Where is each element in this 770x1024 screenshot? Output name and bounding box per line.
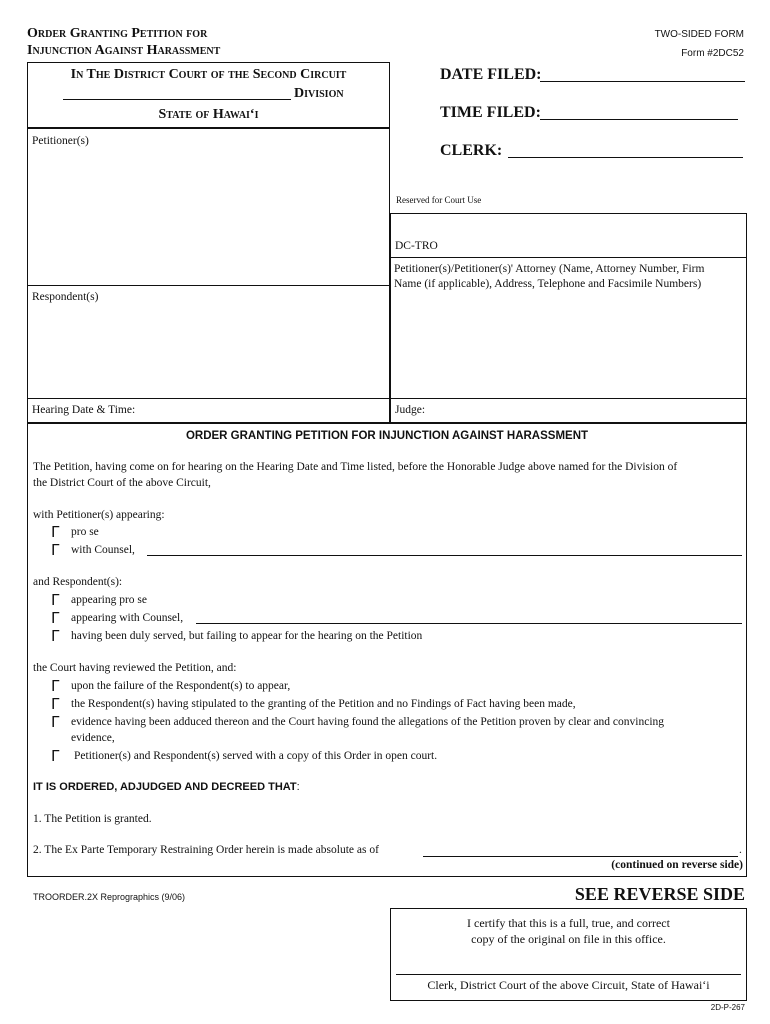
division-line[interactable] (63, 99, 291, 100)
court-opt-1: upon the failure of the Respondent(s) to appear, (71, 680, 291, 692)
certify-line2: copy of the original on file in this office. (471, 932, 666, 946)
court-opt-3-line1: evidence having been adduced thereon and the Court having found the allegations of the Petition proven by clear and convincing (71, 716, 665, 728)
respondents-heading: and Respondent(s): (33, 576, 123, 588)
date-filed-label: DATE FILED: (440, 66, 542, 83)
order-item-1: 1. The Petition is granted. (33, 813, 152, 825)
form-number: Form #2DC52 (681, 48, 744, 59)
pet-counsel-field[interactable] (147, 555, 742, 556)
absolute-date-field[interactable] (423, 856, 738, 857)
parties-divider (27, 285, 390, 286)
resp-opt-failed: having been duly served, but failing to appear for the hearing on the Petition (71, 630, 423, 642)
certify-line1: I certify that this is a full, true, and correct (467, 916, 670, 930)
checkbox-court-3[interactable]: Γ (51, 713, 60, 731)
resp-opt-counsel: appearing with Counsel, (71, 612, 184, 624)
clerk-signature-label: Clerk, District Court of the above Circuit, State of Hawai‘i (427, 978, 710, 992)
ordered-heading (33, 781, 300, 793)
order-title: ORDER GRANTING PETITION FOR INJUNCTION AGAINST HARASSMENT (185, 430, 589, 442)
clerk-field[interactable] (508, 157, 743, 158)
order-item-2: 2. The Ex Parte Temporary Restraining Order herein is made absolute as of (33, 844, 379, 856)
form-title-line1: Order Granting Petition for (27, 26, 208, 41)
hearing-divider (390, 398, 391, 423)
order-item-2-end: . (739, 844, 742, 856)
checkbox-resp-counsel[interactable]: Γ (51, 609, 60, 627)
court-heading: the Court having reviewed the Petition, and: (33, 662, 237, 674)
court-opt-4: Petitioner(s) and Respondent(s) served with a copy of this Order in open court. (74, 750, 438, 762)
division-label: Division (294, 86, 344, 101)
time-filed-label: TIME FILED: (440, 104, 541, 121)
intro-line1: The Petition, having come on for hearing on the Hearing Date and Time listed, before the Honorable Judge above named for the Division of (33, 461, 678, 473)
checkbox-pro-se[interactable]: Γ (51, 523, 60, 541)
checkbox-court-1[interactable]: Γ (51, 677, 60, 695)
clerk-label: CLERK: (440, 142, 503, 159)
ordered-text: IT IS ORDERED, ADJUDGED AND DECREED THAT (33, 781, 297, 793)
dctro-divider (390, 257, 747, 258)
reserved-label: Reserved for Court Use (396, 195, 482, 205)
ordered-colon: : (296, 781, 300, 793)
clerk-signature-line[interactable] (396, 974, 741, 975)
attorney-label-line2: Name (if applicable), Address, Telephone and Facsimile Numbers) (394, 278, 702, 290)
petitioners-label: Petitioner(s) (32, 135, 89, 147)
attorney-label-line1: Petitioner(s)/Petitioner(s)' Attorney (Name, Attorney Number, Firm (394, 263, 705, 275)
resp-opt-pro-se: appearing pro se (71, 594, 147, 606)
checkbox-resp-failed[interactable]: Γ (51, 627, 60, 645)
form-title-line2: Injunction Against Harassment (27, 43, 221, 58)
checkbox-pet-counsel[interactable]: Γ (51, 541, 60, 559)
continued-note: (continued on reverse side) (611, 859, 743, 871)
parties-box (27, 128, 390, 423)
order-box (27, 423, 747, 877)
court-opt-3-line2: evidence, (71, 732, 115, 744)
date-filed-field[interactable] (540, 81, 745, 82)
repro-code: TROORDER.2X Reprographics (9/06) (33, 892, 186, 902)
hearing-date-label: Hearing Date & Time: (32, 404, 136, 416)
see-reverse-side: SEE REVERSE SIDE (574, 884, 745, 904)
two-sided-label: TWO-SIDED FORM (654, 29, 744, 40)
checkbox-court-2[interactable]: Γ (51, 695, 60, 713)
checkbox-court-4[interactable]: Γ (51, 747, 60, 765)
page-code: 2D-P-267 (710, 1003, 745, 1012)
pet-opt-pro-se: pro se (71, 526, 99, 538)
attorney-box (390, 213, 747, 423)
judge-label: Judge: (395, 404, 426, 416)
intro-line2: the District Court of the above Circuit, (33, 477, 211, 489)
petitioners-heading: with Petitioner(s) appearing: (33, 509, 165, 521)
case-type-label: DC-TRO (395, 240, 438, 252)
court-opt-2: the Respondent(s) having stipulated to the granting of the Petition and no Findings of Fact having been made, (71, 698, 576, 710)
resp-counsel-field[interactable] (196, 623, 742, 624)
state-label: State of Hawai‘i (158, 107, 259, 122)
respondents-label: Respondent(s) (32, 291, 99, 303)
court-name: In The District Court of the Second Circuit (70, 67, 347, 82)
time-filed-field[interactable] (540, 119, 738, 120)
pet-opt-counsel: with Counsel, (71, 544, 135, 556)
checkbox-resp-pro-se[interactable]: Γ (51, 591, 60, 609)
